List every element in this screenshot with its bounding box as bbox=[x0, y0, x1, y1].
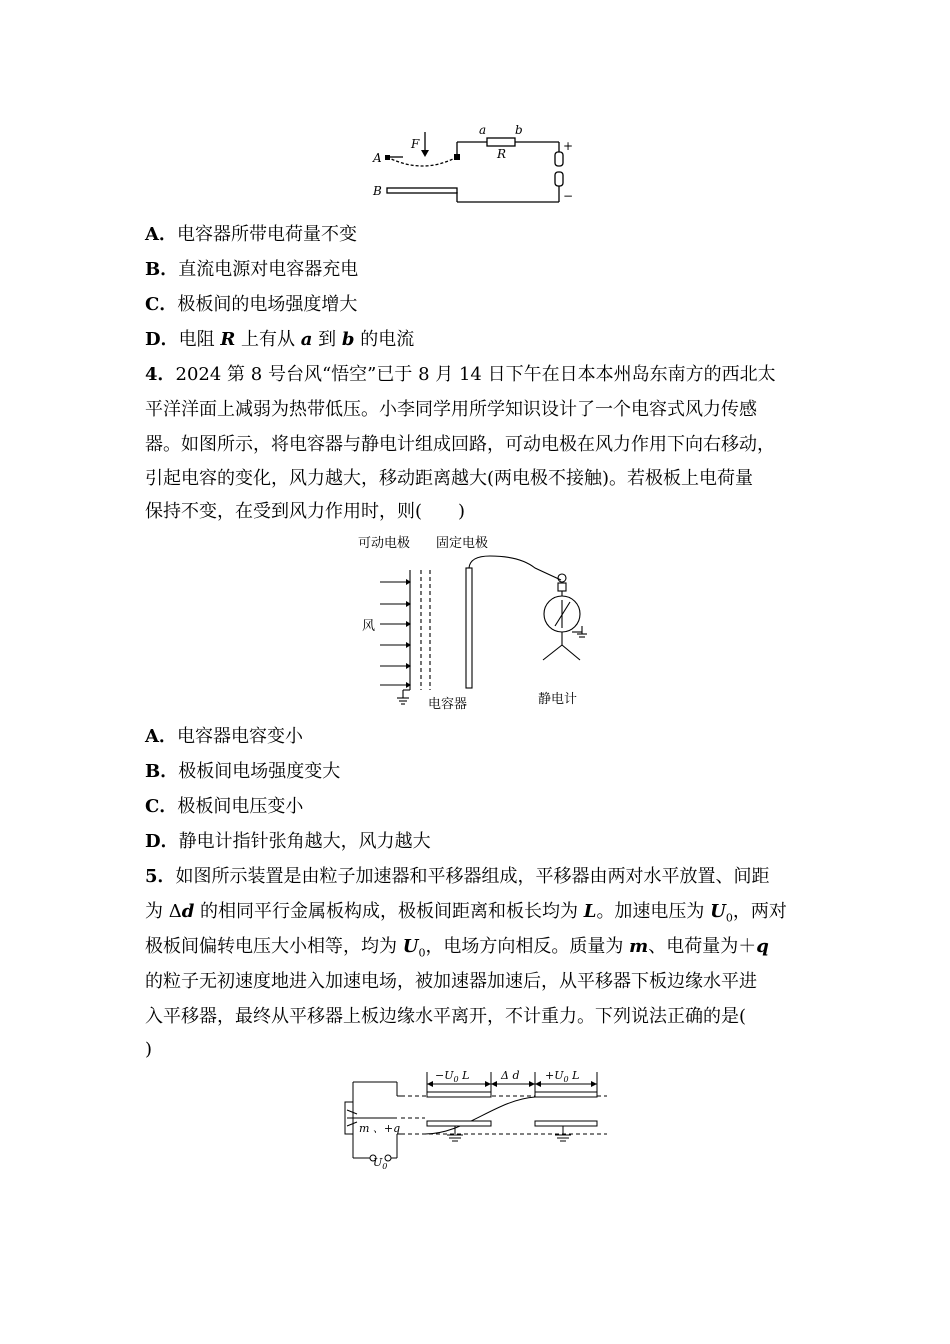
label-m-q: m 、+q bbox=[359, 1122, 401, 1135]
label-electroscope: 静电计 bbox=[538, 692, 578, 707]
label-u0: $U_0$ bbox=[373, 1156, 388, 1171]
label-delta-d: Δ d bbox=[501, 1069, 520, 1082]
label-b: b bbox=[515, 123, 523, 137]
q4-stem-line-2: 平洋洋面上减弱为热带低压。小李同学用所学知识设计了一个电容式风力传感 bbox=[145, 399, 757, 420]
label-plate-b: B bbox=[373, 184, 382, 198]
q3-option-b[interactable]: B．直流电源对电容器充电 bbox=[145, 259, 359, 280]
label-minus-u0-l: $-U_0$ L bbox=[435, 1069, 470, 1084]
label-movable-electrode: 可动电极 bbox=[358, 536, 411, 551]
q5-stem-line-2: 为 Δd 的相同平行金属板构成，极板间距离和板长均为 L。加速电压为 $U_0$，两对 bbox=[145, 901, 787, 925]
circuit-figure bbox=[365, 120, 585, 210]
q5-stem-line-5: 入平移器，最终从平移器上板边缘水平离开，不计重力。下列说法正确的是( bbox=[145, 1006, 747, 1027]
q4-option-a[interactable]: A．电容器电容变小 bbox=[145, 726, 303, 747]
label-fixed-electrode: 固定电极 bbox=[436, 536, 489, 551]
label-a: a bbox=[479, 123, 487, 137]
q4-option-c[interactable]: C．极板间电压变小 bbox=[145, 796, 304, 817]
q4-stem-line-5: 保持不变，在受到风力作用时，则( ) bbox=[145, 501, 466, 522]
q3-option-a[interactable]: A．电容器所带电荷量不变 bbox=[145, 224, 357, 245]
label-capacitor: 电容器 bbox=[428, 697, 468, 712]
label-plus: + bbox=[563, 139, 574, 153]
q4-option-b[interactable]: B．极板间电场强度变大 bbox=[145, 761, 341, 782]
q4-stem-line-3: 器。如图所示，将电容器与静电计组成回路，可动电极在风力作用下向右移动， bbox=[145, 434, 775, 455]
label-wind: 风 bbox=[362, 619, 376, 634]
label-r: R bbox=[497, 147, 507, 161]
q5-stem-line-3: 极板间偏转电压大小相等，均为 $U_0$，电场方向相反。质量为 m、电荷量为＋q bbox=[145, 936, 769, 960]
q4-option-d[interactable]: D．静电计指针张角越大，风力越大 bbox=[145, 831, 431, 852]
q3-option-c[interactable]: C．极板间的电场强度增大 bbox=[145, 294, 358, 315]
q5-stem-line-6: ) bbox=[145, 1039, 153, 1060]
q5-stem-line-4: 的粒子无初速度地进入加速电场，被加速器加速后，从平移器下板边缘水平进 bbox=[145, 971, 757, 992]
label-plus-u0-l: $+U_0$ L bbox=[545, 1069, 580, 1084]
q3-option-d[interactable]: D．电阻 R 上有从 a 到 b 的电流 bbox=[145, 329, 415, 350]
label-minus: − bbox=[563, 189, 574, 203]
q4-stem-line-4: 引起电容的变化，风力越大，移动距离越大(两电极不接触)。若极板上电荷量 bbox=[145, 468, 754, 489]
q5-stem-line-1: 5．如图所示装置是由粒子加速器和平移器组成，平移器由两对水平放置、间距 bbox=[145, 866, 770, 887]
q4-stem-line-1: 4．2024 第 8 号台风“悟空”已于 8 月 14 日下午在日本本州岛东南方的西北太 bbox=[145, 364, 776, 385]
wind-sensor-figure bbox=[350, 530, 600, 715]
label-plate-a: A bbox=[373, 151, 382, 165]
label-f: F bbox=[411, 137, 420, 151]
accelerator-figure bbox=[335, 1062, 615, 1174]
